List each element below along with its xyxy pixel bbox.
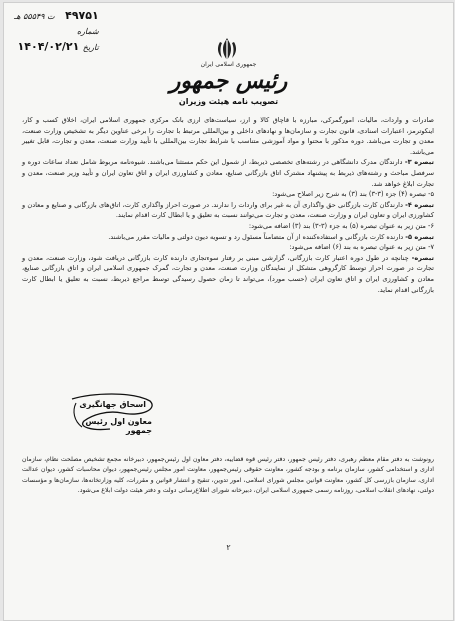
office-title: رئیس جمهور	[169, 68, 288, 94]
document-subtitle: تصویب نامه هیئت وزیران	[178, 97, 279, 106]
body-paragraph-2	[22, 157, 434, 189]
body-paragraph-7: ۷- متن زیر به عنوان تبصره به بند (۶) اضافه می‌شود:	[289, 243, 434, 252]
document-body	[22, 115, 434, 295]
document-header	[14, 9, 99, 53]
page-number: ۲	[226, 543, 231, 552]
body-paragraph-1: صادرات و واردات، مالیات، امورگمرکی، مبارزه با قاچاق کالا و ارز، سیاست‌های ارزی بانک مرکزی جمهوری اسلامی ایران، اخلاق کسب و کار، اینکوترمز، اعتبارات اسنادی، قانون تجارت و سازمان‌ها و نهادهای داخلی و بین‌المللی مرتبط با تجارت را برخی عناوین دیگر به تشخیص وزارت صنعت، معدن و تجارت می‌باشد. دوره مذکور با محتوا و مواد آموزشی متناسب با شرایط تجارت بین‌المللی با تأیید وزارت صنعت، معدن و تجارت، قابل تغییر می‌باشد.	[22, 116, 434, 156]
note-label: تبصره ۵-	[405, 232, 434, 241]
note-text: دارندگان مدرک دانشگاهی در رشته‌های تخصصی ذیربط، از شمول این حکم مستثنا می‌باشند. شیوه‌نامه مربوط شامل تعداد ساعات دوره و سرفصل مباحث و رشته‌های ذیربط به پیشنهاد مشترک اتاق بازرگانی صنایع، معادن و کشاورزی ایران و اتاق تعاون ایران و تأیید وزیر صنعت، معدن و تجارت ابلاغ خواهد شد.	[22, 158, 434, 188]
body-paragraph-4	[22, 200, 434, 221]
body-paragraph-5: ۶- متن زیر به عنوان تبصره (۵) به جزء (۳-۳) بند (۳) اضافه می‌شود:	[248, 221, 434, 230]
iran-emblem-icon	[214, 36, 240, 62]
signatory-name: اسحاق جهانگیری	[79, 400, 146, 409]
number-label: شماره	[76, 27, 99, 36]
carbon-copy-list: رونوشت به دفتر مقام معظم رهبری، دفتر رئیس جمهور، دفتر رئیس قوه قضاییه، دفتر معاون اول رئیس‌جمهور، دبیرخانه مجمع تشخیص مصلحت نظام، سازمان اداری و استخدامی کشور، سازمان برنامه و بودجه کشور، معاونت حقوقی رئیس‌جمهور، معاونت امور مجلس رئیس‌جمهور، دیوان محاسبات کشور، دیوان عدالت اداری، سازمان بازرسی کل کشور، معاونت قوانین مجلس شورای اسلامی، امور تدوین، تنقیح و انتشار قوانین و مقررات، کلیه وزارتخانه‌ها، سازمان‌ها و مؤسسات دولتی، نهادهای انقلاب اسلامی، روزنامه رسمی جمهوری اسلامی ایران، دبیرخانه شورای اطلاع‌رسانی دولت و دفتر هیئت دولت ابلاغ می‌شود.	[22, 456, 434, 495]
document-number: ۴۹۷۵۱	[65, 9, 99, 22]
note-text: دارنده کارت بازرگانی و استفاده‌کننده از آن متضامناً مسئول رد و تسویه دیون دولتی و مالیات مقرر می‌باشند.	[108, 232, 404, 241]
signatory-role: معاون اول رئیس جمهور	[85, 417, 152, 435]
note-text: دارندگان کارت بازرگانی حق واگذاری آن به غیر برای واردات را ندارند. در صورت احراز واگذاری کارت، اتاق‌های بازرگانی و صنایع و معادن و کشاورزی ایران و تعاون ایران و وزارت صنعت، معدن و تجارت می‌توانند نسبت به تعلیق و یا ابطال کارت اقدام نمایند.	[22, 200, 434, 220]
body-paragraph-6	[22, 232, 434, 243]
note-label: تبصره ۴-	[405, 200, 434, 209]
body-paragraph-8	[22, 253, 434, 295]
document-code: ت ۵۵۵۴۹ هـ	[14, 12, 55, 21]
date-label: تاریخ	[82, 43, 99, 52]
note-label: تبصره ۳-	[404, 158, 434, 167]
document-page	[3, 2, 454, 621]
note-label: تبصره-	[411, 253, 434, 262]
signature-block	[68, 397, 154, 437]
document-date: ۱۴۰۴/۰۲/۲۱	[17, 40, 80, 53]
body-paragraph-3: ۵- تبصره (۴) جزء (۳-۳) بند (۳) به شرح زیر اصلاح می‌شود:	[272, 190, 434, 199]
note-text: چنانچه در طول دوره اعتبار کارت بازرگانی، گزارشی مبنی بر رفتار سوءتجاری دارنده کارت بازرگانی دریافت شود، وزارت صنعت، معدن و تجارت در صورت احراز توسط کارگروهی متشکل از نمایندگان وزارت صنعت، معدن و تجارت، گمرک جمهوری اسلامی ایران و اتاق بازرگانی صنایع، معادن و کشاورزی ایران و اتاق تعاون ایران (حسب مورد)، می‌تواند تا زمان حصول رسیدگی توسط مراجع ذیربط، نسبت به تعلیق یا ابطال کارت بازرگانی اقدام نماید.	[22, 253, 434, 294]
country-name: جمهوری اسلامی ایران	[200, 61, 257, 68]
